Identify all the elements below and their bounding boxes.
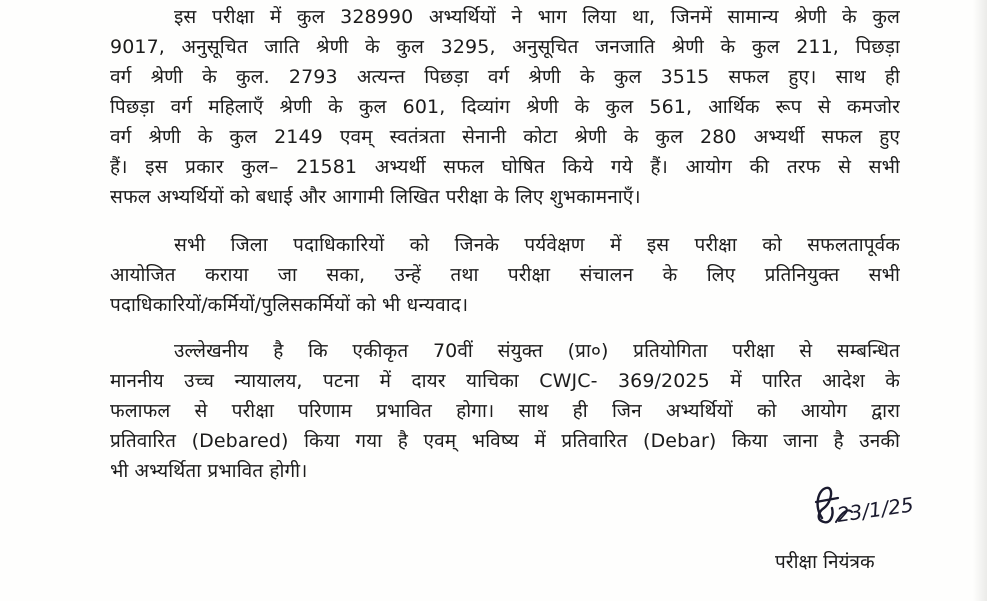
text-line: माननीय उच्च न्यायालय, पटना में दायर याचिका CWJC- 369/2025 में पारित आदेश के — [110, 370, 900, 392]
text-line: वर्ग श्रेणी के कुल. 2793 अत्यन्त पिछड़ा वर्ग श्रेणी के कुल 3515 सफल हुए। साथ ही — [110, 66, 900, 88]
text-line: भी अभ्यर्थिता प्रभावित होगी। — [110, 460, 308, 482]
signature-date: 23/1/25 — [835, 492, 916, 527]
text-line: पिछड़ा वर्ग महिलाएँ श्रेणी के कुल 601, दिव्यांग श्रेणी के कुल 561, आर्थिक रूप से कमजोर — [110, 96, 900, 118]
text-line: सभी जिला पदाधिकारियों को जिनके पर्यवेक्षण में इस परीक्षा को सफलतापूर्वक — [174, 234, 900, 256]
text-line: इस परीक्षा में कुल 328990 अभ्यर्थियों ने भाग लिया था, जिनमें सामान्य श्रेणी के कुल — [174, 6, 900, 28]
text-line: 9017, अनुसूचित जाति श्रेणी के कुल 3295, अनुसूचित जनजाति श्रेणी के कुल 211, पिछड़ा — [110, 36, 900, 58]
handwritten-signature — [808, 478, 928, 538]
text-line: हैं। इस प्रकार कुल– 21581 अभ्यर्थी सफल घोषित किये गये हैं। आयोग की तरफ से सभी — [110, 156, 900, 178]
paragraph-court-notice — [110, 336, 900, 486]
text-line: सफल अभ्यर्थियों को बधाई और आगामी लिखित परीक्षा के लिए शुभकामनाएँ। — [110, 186, 641, 208]
designation-label: परीक्षा नियंत्रक — [775, 551, 875, 573]
paragraph-results-summary — [110, 2, 900, 212]
text-line: वर्ग श्रेणी के कुल 2149 एवम् स्वतंत्रता सेनानी कोटा श्रेणी के कुल 280 अभ्यर्थी सफल हुए — [110, 126, 900, 148]
text-line: आयोजित कराया जा सका, उन्हें तथा परीक्षा संचालन के लिए प्रतिनियुक्त सभी — [110, 264, 900, 286]
paragraph-acknowledgement — [110, 230, 900, 320]
text-line: फलाफल से परीक्षा परिणाम प्रभावित होगा। साथ ही जिन अभ्यर्थियों को आयोग द्वारा — [110, 400, 900, 422]
text-line: पदाधिकारियों/कर्मियों/पुलिसकर्मियों को भी धन्यवाद। — [110, 294, 469, 316]
text-line: प्रतिवारित (Debared) किया गया है एवम् भविष्य में प्रतिवारित (Debar) किया जाना है उनकी — [110, 430, 900, 452]
text-line: उल्लेखनीय है कि एकीकृत 70वीं संयुक्त (प्रा०) प्रतियोगिता परीक्षा से सम्बन्धित — [174, 340, 900, 362]
page-edge-shadow — [973, 0, 987, 601]
